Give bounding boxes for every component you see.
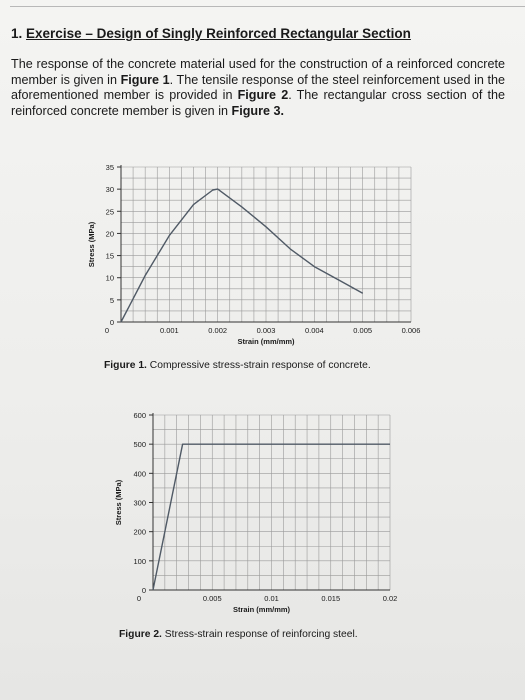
x-tick-label: 0.01 [264, 594, 279, 603]
x-tick-label: 0 [104, 326, 110, 335]
y-tick-label: 400 [133, 469, 146, 479]
y-tick-label: 0 [141, 586, 146, 595]
x-tick-label: 0.015 [321, 594, 341, 603]
y-tick-label: 15 [105, 251, 114, 261]
x-axis-label: Strain (mm/mm) [237, 337, 295, 346]
y-axis-label: Stress (MPa) [114, 479, 123, 526]
y-tick-label: 100 [133, 556, 146, 566]
y-tick-label: 5 [109, 295, 114, 305]
y-tick-label: 300 [133, 498, 146, 508]
y-tick-label: 20 [105, 229, 114, 239]
x-tick-label: 0.004 [304, 326, 324, 335]
figure-2-text: Stress-strain response of reinforcing steel. [161, 629, 358, 640]
figure-2-label: Figure 2. [119, 629, 162, 640]
section-number: 1. [11, 26, 23, 41]
figure-1-text: Compressive stress-strain response of concrete. [146, 360, 371, 371]
paragraph-text-3: . The rectangular cross section of the reinforced concrete member is given in [11, 88, 505, 118]
x-tick-label: 0.001 [159, 326, 179, 335]
figure-2-caption [119, 629, 358, 640]
y-tick-label: 35 [105, 163, 114, 172]
y-tick-label: 0 [109, 318, 114, 327]
y-tick-label: 600 [133, 411, 146, 420]
figure-1-label: Figure 1. [104, 360, 147, 371]
x-axis-label: Strain (mm/mm) [232, 605, 291, 614]
x-tick-label: 0.002 [208, 326, 228, 335]
figure-1-caption [104, 360, 371, 371]
y-tick-label: 200 [133, 527, 146, 537]
y-tick-label: 25 [105, 207, 114, 217]
x-tick-label: 0.006 [401, 326, 421, 335]
x-tick-label: 0.005 [202, 594, 222, 603]
x-tick-label: 0.02 [382, 594, 398, 603]
figure-2-reference: Figure 2 [237, 88, 289, 102]
x-tick-label: 0 [136, 594, 142, 603]
paragraph-text-1: The response of the concrete material used for the construction of a reinforced concrete member is given in [11, 57, 505, 87]
figure-3-reference: Figure 3. [231, 103, 284, 118]
y-tick-label: 10 [105, 273, 114, 283]
x-tick-label: 0.005 [353, 326, 373, 335]
section-title: Exercise – Design of Singly Reinforced Rectangular Section [26, 26, 411, 41]
x-tick-label: 0.003 [256, 326, 276, 335]
y-tick-label: 500 [133, 440, 146, 450]
paragraph-text-2: . The tensile response of the steel reinforcement used in the aforementioned member is provided in [11, 72, 505, 102]
y-tick-label: 30 [105, 185, 114, 195]
y-axis-label: Stress (MPa) [87, 221, 96, 268]
figure-1-reference: Figure 1 [120, 72, 170, 87]
